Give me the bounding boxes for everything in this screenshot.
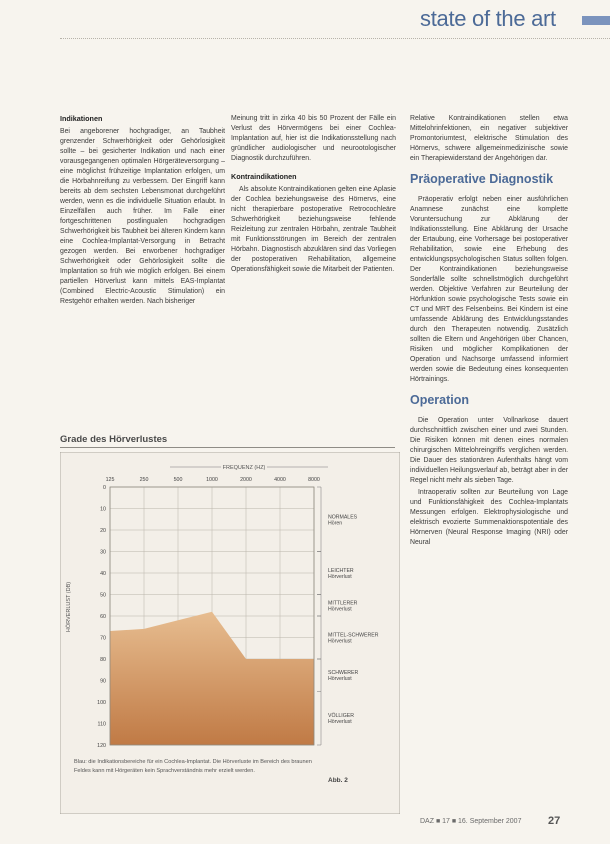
y-tick-label: 120 <box>97 743 106 749</box>
figure-title: Grade des Hörverlustes <box>60 434 168 445</box>
zone-label: MITTEL-SCHWERER Hörverlust <box>328 632 379 645</box>
header-divider <box>60 38 610 39</box>
figure-rule <box>60 447 395 448</box>
y-tick-label: 30 <box>100 549 106 556</box>
section-heading-kontraindikationen: Kontraindikationen <box>231 172 297 181</box>
article-column-3 <box>410 114 568 778</box>
header-accent-bar <box>582 16 610 25</box>
paragraph: Meinung tritt in zirka 40 bis 50 Prozent der Fälle ein Verlust des Hörvermögens bei einer Cochlea-Implantation auf, hier ist die Indikationsstellung nach gründlicher audiologischer und neurootologischer Diagnostik durchzuführen. <box>231 115 396 162</box>
y-tick-label: 100 <box>97 700 106 706</box>
paragraph: Intraoperativ sollten zur Beurteilung von Lage und Funktionsfähigkeit des Cochlea-Implantats Messungen erfolgen. Elektrophysiologische und elektrisch evozierte Summenaktionspotentiale des Hörnerven (Neural Response Imaging (NRI) oder Neural <box>410 489 568 546</box>
section-heading-praeoperative-diagnostik: Präoperative Diagnostik <box>410 172 554 186</box>
page-number: 27 <box>548 815 561 827</box>
y-tick-label: 110 <box>97 721 106 728</box>
y-tick-label: 60 <box>100 614 106 620</box>
y-tick-label: 0 <box>103 485 106 491</box>
figure-caption: Blau: die Indikationsbereiche für ein Cochlea-Implantat. Die Hörverluste im Bereich des braunen Feldes kann mit Hörgeräten kein Sprachverständnis mehr erzielt werden. <box>74 759 312 774</box>
zone-label: MITTLERER Hörverlust <box>328 600 358 613</box>
zone-label: VÖLLIGER Hörverlust <box>328 713 354 726</box>
paragraph: Als absolute Kontraindikationen gelten eine Aplasie der Cochlea beziehungsweise des Hörnervs, eine nicht therapierbare postoperative Retrocochleäre Schwerhörigkeit beziehungsweise fehlende Reizleitung zur zentralen Hörbahn, zentrale Taubheit mit Funktionsstörungen im Bereich der zentralen Hörbahn. Diagnostisch abzuklären sind das Vorliegen der postoperativen Rehabilitation, allgemeine Operationsfähigkeit sowie die Mitarbeit der Patienten. <box>231 186 396 273</box>
x-tick-label: 8000 <box>308 477 320 483</box>
paragraph: Die Operation unter Vollnarkose dauert durchschnittlich zwischen einer und zwei Stunden. Die Risiken können mit denen eines normalen chirurgischen Mittelohreingriffs verglichen werden. Die Dauer des stationären Aufenthalts hängt vom individuellen Heilungsverlauf ab, beträgt aber in der Regel nicht mehr als sieben Tage. <box>410 417 568 484</box>
y-tick-label: 70 <box>100 635 106 642</box>
y-tick-label: 90 <box>100 678 106 685</box>
article-column-2 <box>231 114 396 414</box>
x-tick-label: 1000 <box>206 477 218 483</box>
y-axis-label: HÖRVERLUST (DB) <box>66 581 72 633</box>
header-title: state of the art <box>420 6 556 31</box>
y-tick-label: 10 <box>100 506 106 513</box>
y-tick-label: 80 <box>100 657 106 663</box>
x-tick-label: 2000 <box>240 477 252 483</box>
section-heading-operation: Operation <box>410 393 470 407</box>
zone-label: SCHWERER Hörverlust <box>328 670 359 683</box>
x-axis-label: FREQUENZ (HZ) <box>222 465 266 471</box>
footer-issue: DAZ ■ 17 ■ 16. September 2007 <box>420 818 522 825</box>
y-tick-label: 50 <box>100 592 106 599</box>
x-tick-label: 250 <box>139 477 149 483</box>
paragraph: Relative Kontraindikationen stellen etwa Mittelohrinfektionen, ein negativer subjektiver Promontoriumtest, elektrische Stimulation des Hörnervs, schwere allgemeinmedizinische sowie ein Therapiewiderstand der Angehörigen dar. <box>410 115 568 162</box>
y-tick-label: 20 <box>100 528 106 534</box>
y-tick-label: 40 <box>100 571 106 577</box>
zone-label: NORMALES Hören <box>328 514 358 527</box>
article-column-1 <box>60 114 225 414</box>
x-tick-label: 500 <box>173 477 183 483</box>
section-heading-indikationen: Indikationen <box>60 114 103 123</box>
zone-label: LEICHTER Hörverlust <box>328 568 354 580</box>
x-tick-label: 125 <box>105 477 115 483</box>
hearing-loss-chart <box>60 452 400 814</box>
figure-label: Abb. 2 <box>328 777 348 784</box>
paragraph: Präoperativ erfolgt neben einer ausführlichen Anamnese zunächst eine komplette Voruntersuchung zur Abklärung der Indikationsstellung. Eine Abklärung der Ursache der Ertaubung, eine Vorhersage bei postoperativer Rehabilitation, sowie eine Erhebung des entwicklungspsychologischen Status sollten folgen. Der Kontraindikationen beziehungsweise Sonderfälle sollte schnellstmöglich durchgeführt werden. Objektive Verfahren zur Beurteilung der Hörfunktion sowie psychologische Tests sowie ein CT und MRT des Felsenbeins. Bei Kindern ist eine umfassende Abklärung des Entwicklungsstandes durch den Therapeuten notwendig. Zusätzlich sollten die Eltern und Angehörigen über Chancen, Risiken und möglicher Komplikationen der Operation und Nachsorge umfassend informiert werden sowie die Bedeutung eines konsequenten Hörtrainings. <box>410 196 568 383</box>
x-tick-label: 4000 <box>274 477 286 483</box>
paragraph: Bei angeborener hochgradiger, an Taubheit grenzender Schwerhörigkeit oder Gehörlosigkeit sollte – bei gesicherter Indikation und nach einer vorausgegangenen optimalen Hörgeräteversorgung – eine möglichst frühzeitige Implantation erfolgen, um die Hörbahnreifung zu verbessern. Der Eingriff kann bereits ab dem sechsten Lebensmonat durchgeführt werden, wenn es die individuelle Situation erlaubt. In Einzelfällen auch früher. Im Falle einer fortgeschrittenen postlingualen hochgradigen Schwerhörigkeit bis Taubheit bei älteren Kindern kann eine Cochlea-Implantat-Versorgung in Betracht gezogen werden. Bei erworbener hochgradiger Schwerhörigkeit oder Gehörlosigkeit sollte die Implantation so früh wie möglich erfolgen. Bei einem partiellen Hörverlust kann mittels EAS-Implantat (Combined Electric-Acoustic Stimulation) ein Restgehör erhalten werden. Nach bisheriger <box>60 128 225 305</box>
